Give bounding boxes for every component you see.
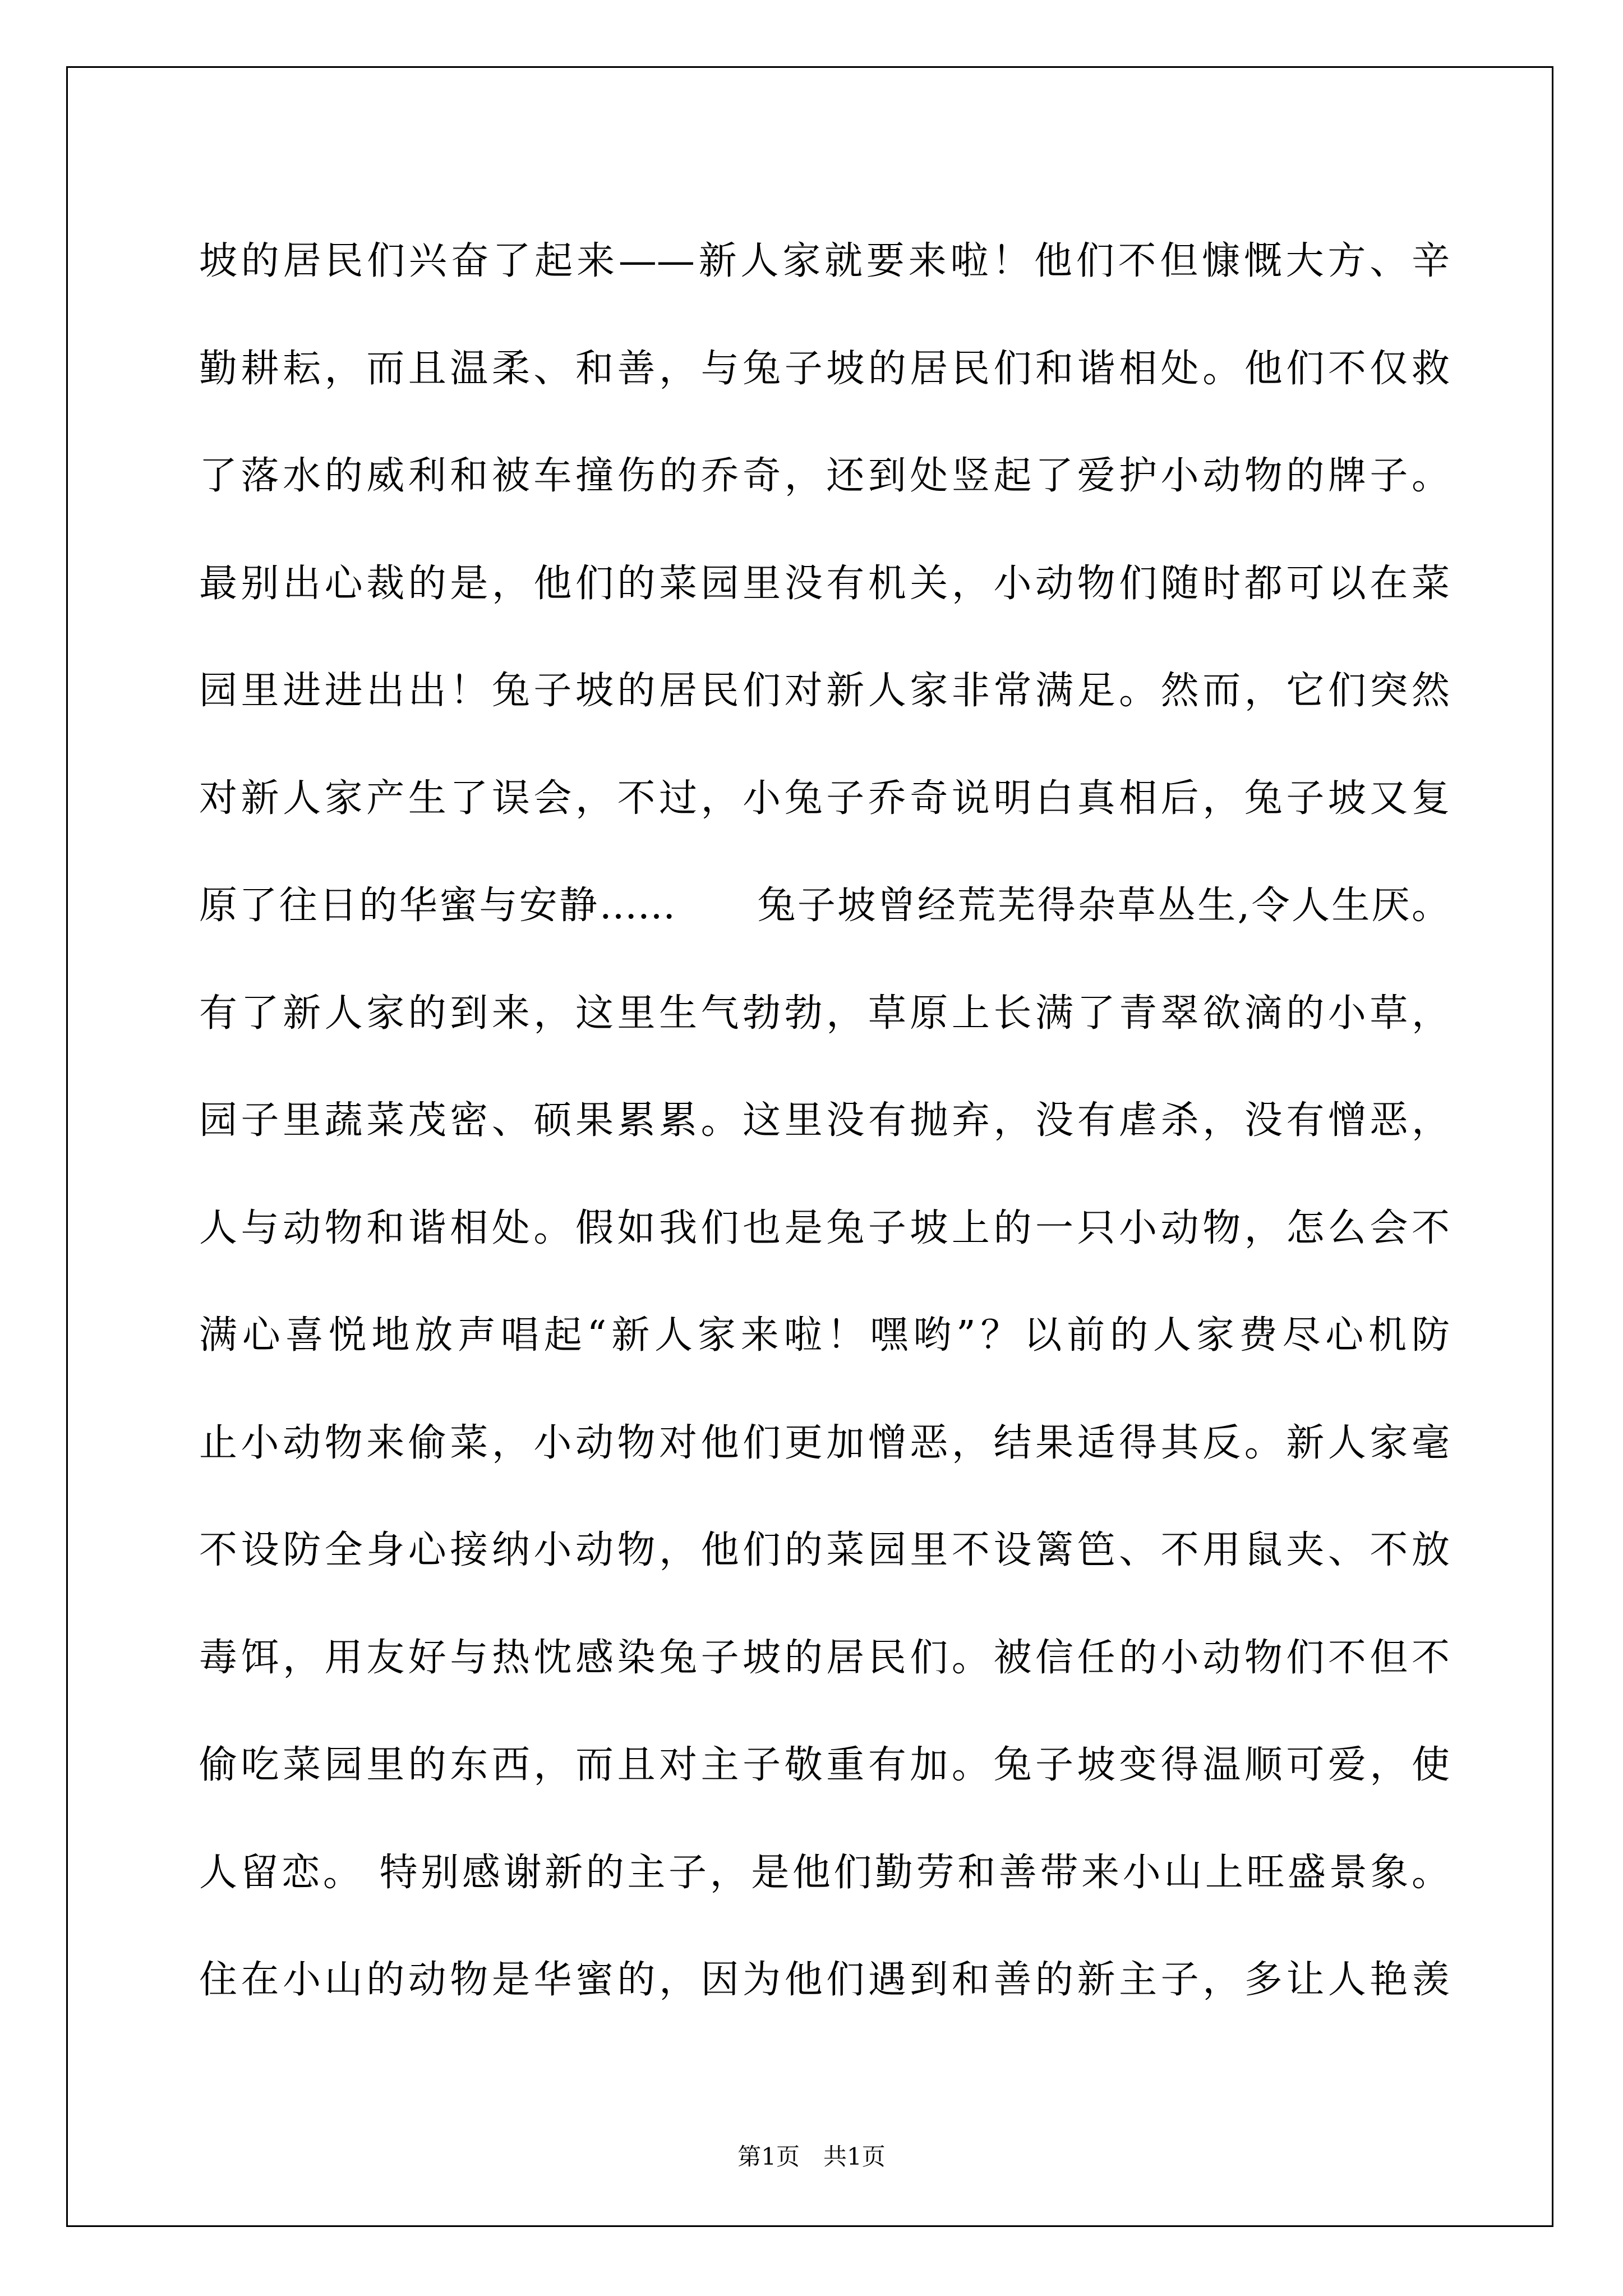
text-line: 毒饵，用友好与热忱感染兔子坡的居民们。被信任的小动物们不但不 — [199, 1635, 1450, 1680]
text-line: 住在小山的动物是华蜜的，因为他们遇到和善的新主子，多让人艳羡 — [199, 1958, 1450, 2002]
text-line: 原了往日的华蜜与安静…… 兔子坡曾经荒芜得杂草丛生,令人生厌。 — [199, 884, 1450, 928]
text-line: 最别出心裁的是，他们的菜园里没有机关，小动物们随时都可以在菜 — [199, 561, 1450, 606]
document-body — [199, 208, 1450, 2034]
text-line: 对新人家产生了误会，不过，小兔子乔奇说明白真相后，兔子坡又复 — [199, 776, 1450, 821]
text-line: 不设防全身心接纳小动物，他们的菜园里不设篱笆、不用鼠夹、不放 — [199, 1528, 1450, 1572]
text-line: 满心喜悦地放声唱起“新人家来啦！嘿哟”？以前的人家费尽心机防 — [199, 1313, 1450, 1358]
text-line: 偷吃菜园里的东西，而且对主子敬重有加。兔子坡变得温顺可爱，使 — [199, 1743, 1450, 1787]
text-line: 勤耕耘，而且温柔、和善，与兔子坡的居民们和谐相处。他们不仅救 — [199, 346, 1450, 391]
text-line: 人留恋。 特别感谢新的主子，是他们勤劳和善带来小山上旺盛景象。 — [199, 1850, 1450, 1895]
text-line: 有了新人家的到来，这里生气勃勃，草原上长满了青翠欲滴的小草， — [199, 991, 1450, 1036]
text-line: 园子里蔬菜茂密、硕果累累。这里没有抛弃，没有虐杀，没有憎恶， — [199, 1098, 1450, 1143]
text-line: 止小动物来偷菜，小动物对他们更加憎恶，结果适得其反。新人家毫 — [199, 1420, 1450, 1465]
text-line: 坡的居民们兴奋了起来——新人家就要来啦！他们不但慷慨大方、辛 — [199, 239, 1450, 283]
text-line: 人与动物和谐相处。假如我们也是兔子坡上的一只小动物，怎么会不 — [199, 1205, 1450, 1250]
text-line: 了落水的威利和被车撞伤的乔奇，还到处竖起了爱护小动物的牌子。 — [199, 454, 1450, 498]
page-number-footer: 第1页 共1页 — [737, 2143, 886, 2170]
text-line: 园里进进出出！兔子坡的居民们对新人家非常满足。然而，它们突然 — [199, 669, 1450, 713]
